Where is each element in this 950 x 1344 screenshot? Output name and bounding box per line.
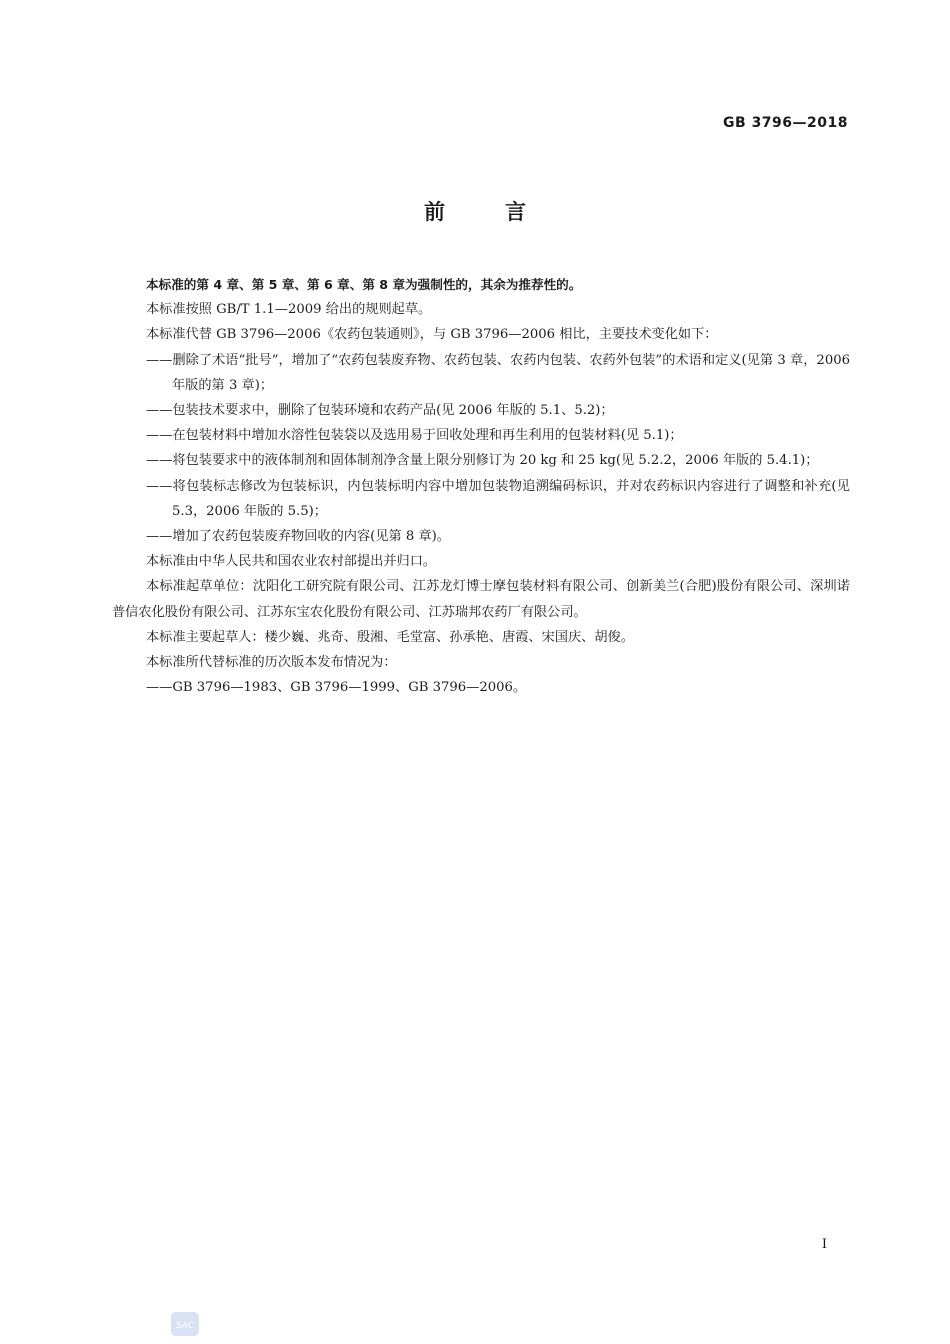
change-item: ——将包装要求中的液体制剂和固体制剂净含量上限分别修订为 20 kg 和 25 kg(见 5.2.2，2006 年版的 5.4.1)； bbox=[146, 453, 819, 469]
svg-text:SAC: SAC bbox=[175, 1321, 195, 1331]
history-item: ——GB 3796—1983、GB 3796—1999、GB 3796—2006。 bbox=[146, 680, 527, 696]
change-item: ——包装技术要求中，删除了包装环境和农药产品(见 2006 年版的 5.1、5.2)； bbox=[146, 403, 614, 419]
drafting-units-paragraph: 本标准起草单位：沈阳化工研究院有限公司、江苏龙灯博士摩包装材料有限公司、创新美兰(合肥)股份有限公司、深圳诺普信农化股份有限公司、江苏东宝农化股份有限公司、江苏瑞邦农药厂有限公司。 bbox=[112, 579, 850, 620]
foreword-body bbox=[112, 272, 850, 700]
drafting-rules-paragraph: 本标准按照 GB/T 1.1—2009 给出的规则起草。 bbox=[146, 302, 432, 318]
replacement-paragraph: 本标准代替 GB 3796—2006《农药包装通则》，与 GB 3796—2006 相比，主要技术变化如下： bbox=[146, 327, 718, 343]
page-title: 前言 bbox=[424, 200, 586, 224]
page-number: I bbox=[821, 1237, 827, 1252]
mandatory-statement: 本标准的第 4 章、第 5 章、第 6 章、第 8 章为强制性的，其余为推荐性的。 bbox=[146, 277, 582, 292]
change-item: ——将包装标志修改为包装标识，内包装标明内容中增加包装物追溯编码标识，并对农药标识内容进行了调整和补充(见 5.3，2006 年版的 5.5)； bbox=[146, 478, 850, 519]
change-item: ——删除了术语“批号”，增加了“农药包装废弃物、农药包装、农药内包装、农药外包装”的术语和定义(见第 3 章，2006 年版的第 3 章)； bbox=[146, 352, 850, 393]
proposer-paragraph: 本标准由中华人民共和国农业农村部提出并归口。 bbox=[146, 554, 437, 570]
drafters-paragraph: 本标准主要起草人：楼少巍、兆奇、殷湘、毛堂富、孙承艳、唐霞、宋国庆、胡俊。 bbox=[146, 629, 634, 645]
change-item: ——在包装材料中增加水溶性包装袋以及选用易于回收处理和再生利用的包装材料(见 5.1)； bbox=[146, 428, 683, 444]
standard-number: GB 3796—2018 bbox=[723, 115, 848, 131]
sac-watermark-logo bbox=[170, 1309, 200, 1339]
change-item: ——增加了农药包装废弃物回收的内容(见第 8 章)。 bbox=[146, 529, 450, 545]
history-intro-paragraph: 本标准所代替标准的历次版本发布情况为： bbox=[146, 655, 397, 671]
